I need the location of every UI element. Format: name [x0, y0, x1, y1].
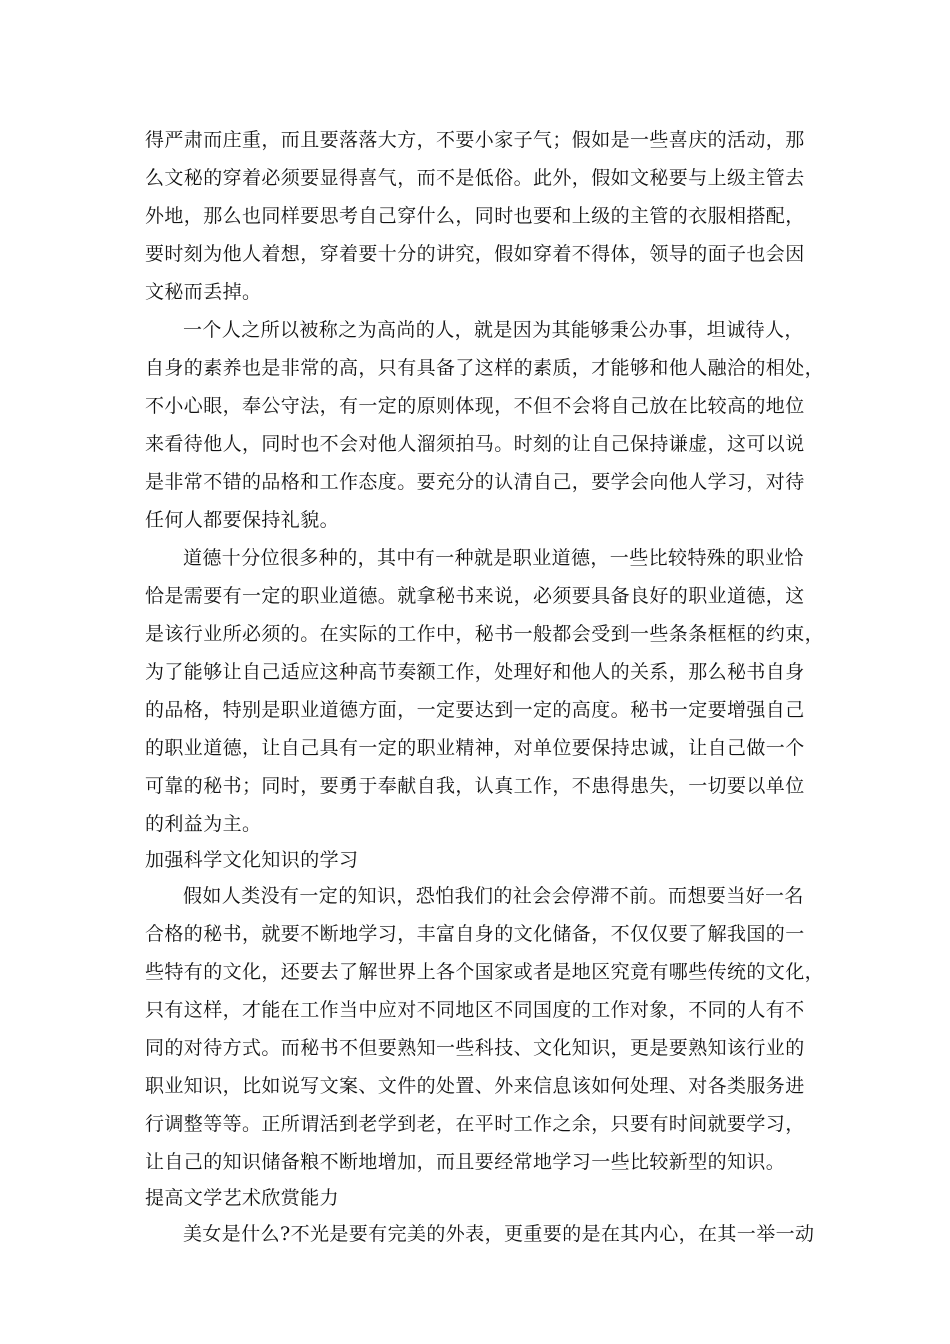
paragraph-2-line-5: 是非常不错的品格和工作态度。要充分的认清自己，要学会向他人学习，对待: [145, 471, 805, 493]
paragraph-4-line-7: 行调整等等。正所谓活到老学到老，在平时工作之余，只要有时间就要学习，: [145, 1113, 805, 1135]
paragraph-3-line-1: 道德十分位很多种的，其中有一种就是职业道德，一些比较特殊的职业恰: [183, 547, 804, 569]
section-heading-literary-appreciation: 提高文学艺术欣赏能力: [145, 1187, 340, 1209]
paragraph-3-line-7: 可靠的秘书；同时，要勇于奉献自我，认真工作，不患得患失，一切要以单位: [145, 775, 805, 797]
paragraph-2-line-2: 自身的素养也是非常的高，只有具备了这样的素质，才能够和他人融洽的相处，: [145, 357, 825, 379]
paragraph-1-line-4: 要时刻为他人着想，穿着要十分的讲究，假如穿着不得体，领导的面子也会因: [145, 243, 805, 265]
section-heading-science-culture: 加强科学文化知识的学习: [145, 849, 359, 871]
paragraph-3-line-8: 的利益为主。: [145, 813, 262, 835]
paragraph-2-line-4: 来看待他人，同时也不会对他人溜须拍马。时刻的让自己保持谦虚，这可以说: [145, 433, 805, 455]
paragraph-1-line-2: 么文秘的穿着必须要显得喜气，而不是低俗。此外，假如文秘要与上级主管去: [145, 167, 805, 189]
paragraph-4-line-2: 合格的秘书，就要不断地学习，丰富自身的文化储备，不仅仅要了解我国的一: [145, 923, 805, 945]
paragraph-1-line-5: 文秘而丢掉。: [145, 281, 262, 303]
paragraph-1-line-3: 外地，那么也同样要思考自己穿什么，同时也要和上级的主管的衣服相搭配，: [145, 205, 805, 227]
paragraph-5-line-1: 美女是什么?不光是要有完美的外表，更重要的是在其内心，在其一举一动: [183, 1223, 815, 1245]
paragraph-3-line-5: 的品格，特别是职业道德方面，一定要达到一定的高度。秘书一定要增强自己: [145, 699, 805, 721]
paragraph-3-line-3: 是该行业所必须的。在实际的工作中，秘书一般都会受到一些条条框框的约束，: [145, 623, 825, 645]
paragraph-4-line-3: 些特有的文化，还要去了解世界上各个国家或者是地区究竟有哪些传统的文化，: [145, 961, 825, 983]
paragraph-4-line-6: 职业知识，比如说写文案、文件的处置、外来信息该如何处理、对各类服务进: [145, 1075, 805, 1097]
paragraph-1-line-1: 得严肃而庄重，而且要落落大方，不要小家子气；假如是一些喜庆的活动，那: [145, 129, 805, 151]
paragraph-4-line-8: 让自己的知识储备粮不断地增加，而且要经常地学习一些比较新型的知识。: [145, 1151, 786, 1173]
paragraph-4-line-1: 假如人类没有一定的知识，恐怕我们的社会会停滞不前。而想要当好一名: [183, 885, 804, 907]
paragraph-4-line-5: 同的对待方式。而秘书不但要熟知一些科技、文化知识，更是要熟知该行业的: [145, 1037, 805, 1059]
paragraph-2-line-1: 一个人之所以被称之为高尚的人，就是因为其能够秉公办事，坦诚待人，: [183, 319, 804, 341]
paragraph-4-line-4: 只有这样，才能在工作当中应对不同地区不同国度的工作对象，不同的人有不: [145, 999, 805, 1021]
paragraph-2-line-3: 不小心眼，奉公守法，有一定的原则体现，不但不会将自己放在比较高的地位: [145, 395, 805, 417]
paragraph-3-line-6: 的职业道德，让自己具有一定的职业精神，对单位要保持忠诚，让自己做一个: [145, 737, 805, 759]
paragraph-3-line-2: 恰是需要有一定的职业道德。就拿秘书来说，必须要具备良好的职业道德，这: [145, 585, 805, 607]
paragraph-2-line-6: 任何人都要保持礼貌。: [145, 509, 340, 531]
paragraph-3-line-4: 为了能够让自己适应这种高节奏额工作，处理好和他人的关系，那么秘书自身: [145, 661, 805, 683]
